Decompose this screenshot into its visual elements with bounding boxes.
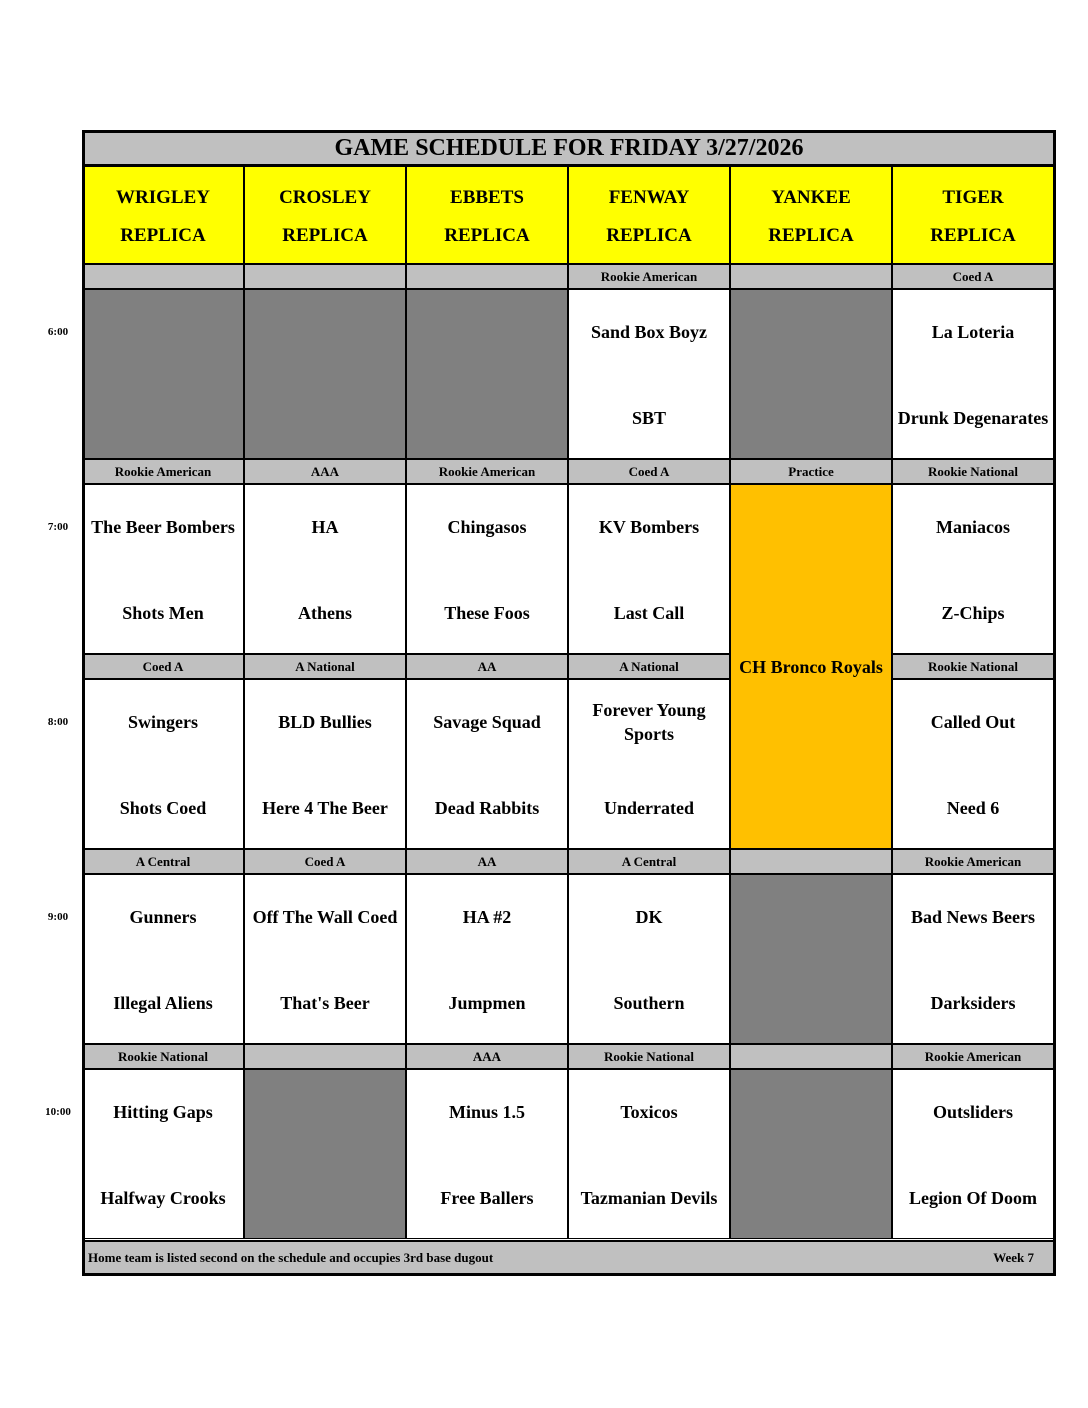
venue-subtitle: REPLICA — [768, 225, 854, 246]
division-label: AAA — [244, 459, 406, 484]
time-label: 10:00 — [45, 1106, 71, 1118]
game-cell — [406, 679, 568, 849]
away-team: Forever Young Sports — [592, 700, 706, 744]
venue-name: YANKEE — [771, 187, 851, 208]
game-cell — [244, 679, 406, 849]
division-label: A Central — [568, 849, 730, 874]
game-cell — [568, 679, 730, 849]
empty-slot — [406, 289, 568, 459]
division-label: Coed A — [568, 459, 730, 484]
game-cell — [406, 484, 568, 654]
away-team: DK — [635, 907, 663, 927]
away-team: Toxicos — [620, 1102, 678, 1122]
division-label: Rookie American — [406, 459, 568, 484]
division-label: AAA — [406, 1044, 568, 1069]
venue-header — [730, 166, 892, 264]
game-cell — [82, 679, 244, 849]
time-label: 9:00 — [47, 911, 69, 923]
division-label — [244, 1044, 406, 1069]
venue-header — [568, 166, 730, 264]
time-label: 8:00 — [47, 716, 69, 728]
away-team: Minus 1.5 — [448, 1102, 526, 1122]
venue-header — [82, 166, 244, 264]
away-team: Swingers — [127, 712, 198, 732]
division-label: Coed A — [892, 264, 1054, 289]
home-team: Underrated — [604, 798, 694, 818]
game-cell — [82, 874, 244, 1044]
division-label: Rookie National — [892, 459, 1054, 484]
away-team: The Beer Bombers — [91, 517, 235, 537]
venue-name: TIGER — [942, 187, 1004, 208]
division-label: A National — [244, 654, 406, 679]
away-team: BLD Bullies — [278, 712, 372, 732]
game-cell — [568, 289, 730, 459]
footer-note: Home team is listed second on the schedule and occupies 3rd base dugout — [88, 1250, 494, 1265]
away-team: Sand Box Boyz — [590, 322, 708, 342]
division-label — [730, 1044, 892, 1069]
game-cell — [406, 874, 568, 1044]
empty-slot — [730, 874, 892, 1044]
game-cell — [244, 484, 406, 654]
away-team: Savage Squad — [433, 712, 541, 732]
away-team: HA #2 — [462, 907, 512, 927]
footer-week: Week 7 — [993, 1250, 1034, 1265]
away-team: HA — [311, 517, 339, 537]
away-team: Gunners — [129, 907, 197, 927]
division-label — [730, 849, 892, 874]
venue-name: FENWAY — [608, 187, 690, 208]
empty-slot — [244, 1069, 406, 1239]
game-cell — [568, 484, 730, 654]
game-cell — [892, 1069, 1054, 1239]
division-label: Practice — [730, 459, 892, 484]
home-team: Tazmanian Devils — [580, 1188, 718, 1208]
division-label: Rookie National — [82, 1044, 244, 1069]
away-team: Outsliders — [932, 1102, 1013, 1122]
division-label: A Central — [82, 849, 244, 874]
home-team: Athens — [297, 603, 352, 623]
game-cell — [82, 1069, 244, 1239]
division-label: Coed A — [244, 849, 406, 874]
home-team: Drunk Degenarates — [897, 408, 1049, 428]
venue-header — [244, 166, 406, 264]
empty-slot — [244, 289, 406, 459]
game-cell — [892, 289, 1054, 459]
home-team: Dead Rabbits — [434, 798, 540, 818]
venue-name: EBBETS — [450, 187, 524, 208]
division-label: Rookie American — [82, 459, 244, 484]
home-team: Free Ballers — [440, 1188, 534, 1208]
division-label: Rookie American — [892, 1044, 1054, 1069]
home-team: That's Beer — [280, 993, 370, 1013]
division-label — [244, 264, 406, 289]
time-label: 6:00 — [47, 326, 69, 338]
division-label: Rookie National — [892, 654, 1054, 679]
game-cell — [568, 1069, 730, 1239]
home-team: Z-Chips — [941, 603, 1005, 623]
game-cell — [892, 874, 1054, 1044]
division-label — [406, 264, 568, 289]
division-label: A National — [568, 654, 730, 679]
home-team: Legion Of Doom — [909, 1188, 1037, 1208]
empty-slot — [730, 1069, 892, 1239]
practice-team: CH Bronco Royals — [739, 656, 883, 677]
away-team: KV Bombers — [598, 517, 700, 537]
empty-slot — [730, 289, 892, 459]
venue-header — [406, 166, 568, 264]
game-cell — [82, 484, 244, 654]
venue-subtitle: REPLICA — [930, 225, 1016, 246]
game-cell — [892, 679, 1054, 849]
away-team: Bad News Beers — [911, 907, 1035, 927]
practice-block — [730, 484, 892, 849]
home-team: Illegal Aliens — [113, 993, 213, 1013]
away-team: La Loteria — [931, 322, 1015, 342]
game-cell — [568, 874, 730, 1044]
home-team: Shots Men — [122, 603, 204, 623]
division-label: Rookie American — [568, 264, 730, 289]
home-team: Southern — [613, 993, 685, 1013]
division-label: Rookie National — [568, 1044, 730, 1069]
division-label — [82, 264, 244, 289]
home-team: Last Call — [613, 603, 685, 623]
home-team: Jumpmen — [448, 993, 526, 1013]
schedule-footer — [82, 1240, 1056, 1276]
venue-subtitle: REPLICA — [120, 225, 206, 246]
home-team: SBT — [631, 408, 667, 428]
division-label: Rookie American — [892, 849, 1054, 874]
home-team: Halfway Crooks — [100, 1188, 226, 1208]
game-cell — [892, 484, 1054, 654]
division-label — [730, 264, 892, 289]
away-team: Off The Wall Coed — [252, 907, 398, 927]
division-label: Coed A — [82, 654, 244, 679]
time-label: 7:00 — [47, 521, 69, 533]
division-label: AA — [406, 654, 568, 679]
venue-subtitle: REPLICA — [282, 225, 368, 246]
home-team: Darksiders — [930, 993, 1016, 1013]
home-team: Need 6 — [946, 798, 1000, 818]
venue-subtitle: REPLICA — [606, 225, 692, 246]
away-team: Called Out — [930, 712, 1016, 732]
venue-subtitle: REPLICA — [444, 225, 530, 246]
home-team: These Foos — [444, 603, 530, 623]
venue-name: CROSLEY — [279, 187, 371, 208]
away-team: Hitting Gaps — [113, 1102, 213, 1122]
venue-name: WRIGLEY — [116, 187, 210, 208]
game-cell — [244, 874, 406, 1044]
away-team: Chingasos — [447, 517, 527, 537]
division-label: AA — [406, 849, 568, 874]
venue-header — [892, 166, 1054, 264]
game-cell — [406, 1069, 568, 1239]
home-team: Here 4 The Beer — [262, 798, 388, 818]
away-team: Maniacos — [936, 517, 1010, 537]
empty-slot — [82, 289, 244, 459]
schedule-title: GAME SCHEDULE FOR FRIDAY 3/27/2026 — [82, 130, 1056, 166]
home-team: Shots Coed — [119, 798, 207, 818]
